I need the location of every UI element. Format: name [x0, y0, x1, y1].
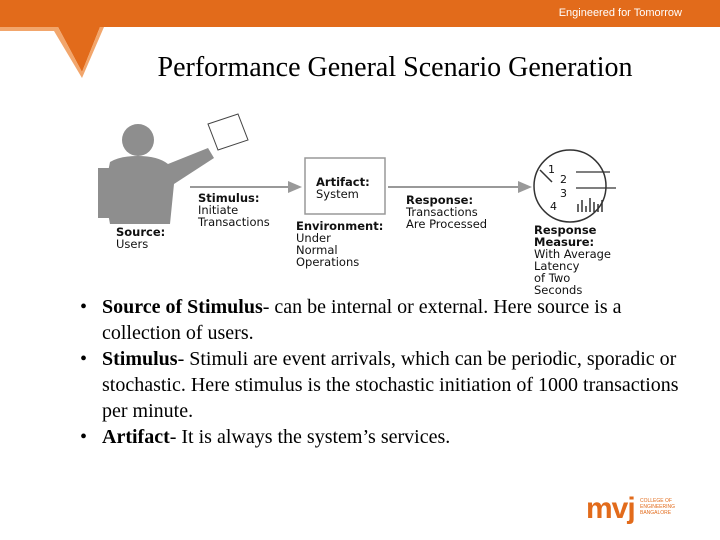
bullet-list — [80, 294, 680, 450]
clock-number-3: 3 — [560, 187, 567, 200]
measure-clock-icon — [534, 150, 616, 222]
environment-label: Environment: Under Normal Operations — [296, 219, 384, 269]
bullet-term: Artifact — [102, 426, 170, 448]
stimulus-label: Stimulus: Initiate Transactions — [198, 191, 270, 229]
bullet-term: Stimulus — [102, 348, 178, 370]
bullet-term: Source of Stimulus — [102, 296, 263, 318]
clock-number-1: 1 — [548, 163, 555, 176]
bullet-artifact — [80, 424, 680, 450]
page-title: Performance General Scenario Generation — [157, 52, 633, 83]
tagline: Engineered for Tomorrow — [558, 7, 682, 19]
bullet-text: - Stimuli are event arrivals, which can be periodic, sporadic or stochastic. Here stimulus is the stochastic initiation of 1000 transactions per minute. — [102, 348, 679, 422]
artifact-label: Artifact: System — [316, 175, 370, 201]
bullet-stimulus — [80, 346, 680, 424]
response-measure-label: Response Measure: With Average Latency of Two Seconds — [534, 223, 611, 297]
document-icon — [208, 114, 248, 150]
bullet-text: - It is always the system’s services. — [169, 426, 451, 448]
logo-brand: mvj — [586, 492, 635, 525]
response-label: Response: Transactions Are Processed — [406, 193, 488, 231]
college-logo — [586, 492, 696, 532]
bullet-source-of-stimulus — [80, 294, 680, 346]
clock-number-4: 4 — [550, 200, 557, 213]
bullet-text: - can be internal or external. Here source is a collection of users. — [102, 296, 622, 344]
clock-number-2: 2 — [560, 173, 567, 186]
response-arrow-icon — [388, 181, 532, 193]
person-icon — [98, 124, 214, 224]
logo-caption: COLLEGE OF ENGINEERING BANGALORE — [640, 498, 676, 516]
scenario-diagram — [90, 112, 650, 297]
source-label: Source: Users — [116, 225, 166, 251]
